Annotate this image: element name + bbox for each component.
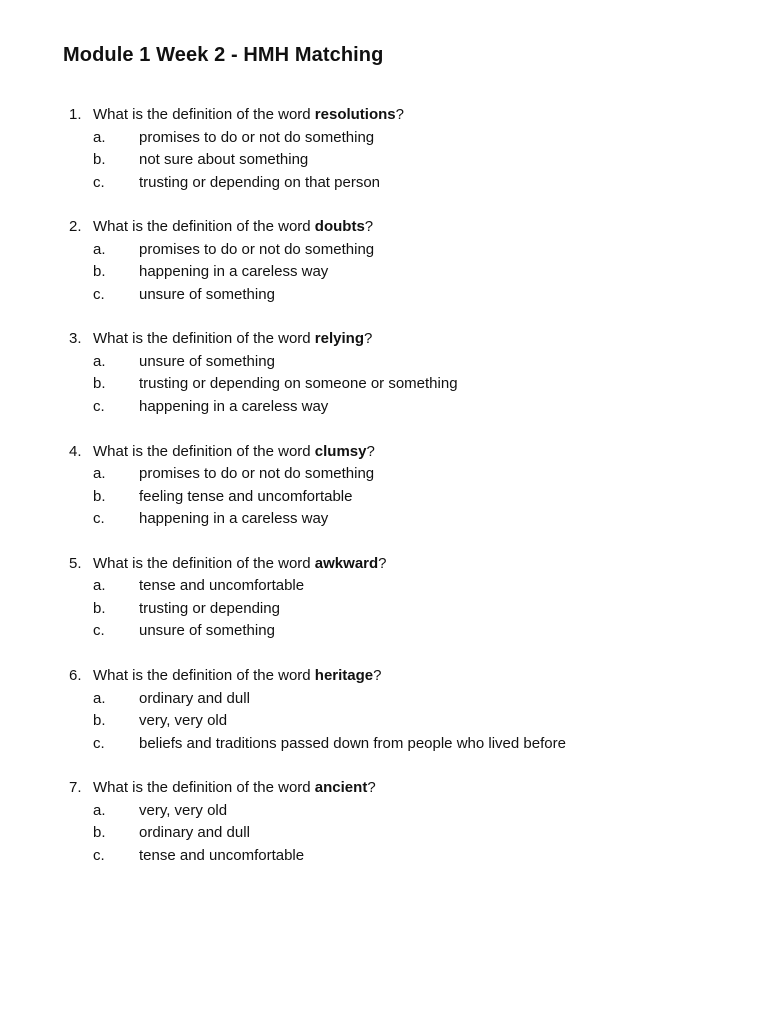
option-text: trusting or depending on someone or something bbox=[139, 375, 458, 392]
option-text: happening in a careless way bbox=[139, 510, 329, 527]
vocabulary-word: relying bbox=[314, 330, 364, 347]
question-number: 4. bbox=[69, 443, 82, 460]
page-title: Module 1 Week 2 - HMH Matching bbox=[63, 44, 384, 66]
option-text: unsure of something bbox=[139, 353, 275, 370]
option-text: feeling tense and uncomfortable bbox=[139, 488, 353, 505]
option-text: trusting or depending on that person bbox=[139, 174, 381, 191]
option-letter: b. bbox=[93, 263, 106, 280]
vocabulary-word: doubts bbox=[314, 218, 365, 235]
question-number: 2. bbox=[69, 218, 82, 235]
vocabulary-word: heritage bbox=[314, 667, 374, 684]
question-suffix: ? bbox=[395, 106, 404, 123]
question-text bbox=[93, 104, 404, 126]
question-suffix: ? bbox=[378, 555, 387, 572]
option-letter: a. bbox=[93, 129, 106, 146]
question-number: 5. bbox=[69, 555, 82, 572]
question-number: 7. bbox=[69, 779, 82, 796]
option-text: tense and uncomfortable bbox=[139, 847, 305, 864]
option-text: happening in a careless way bbox=[139, 398, 329, 415]
option-letter: a. bbox=[93, 690, 106, 707]
option-letter: c. bbox=[93, 735, 105, 752]
option-text: happening in a careless way bbox=[139, 263, 329, 280]
option-text: promises to do or not do something bbox=[139, 241, 375, 258]
option-letter: a. bbox=[93, 465, 106, 482]
question-prefix: What is the definition of the word bbox=[93, 555, 315, 572]
option-letter: a. bbox=[93, 577, 106, 594]
question-text bbox=[93, 328, 372, 350]
question-suffix: ? bbox=[363, 330, 373, 347]
question-suffix: ? bbox=[366, 443, 375, 460]
question-prefix: What is the definition of the word bbox=[93, 667, 315, 684]
question-text bbox=[93, 553, 387, 575]
question-prefix: What is the definition of the word bbox=[93, 443, 315, 460]
option-text: very, very old bbox=[139, 712, 228, 729]
question-text bbox=[93, 777, 376, 799]
option-text: beliefs and traditions passed down from people who lived before bbox=[139, 735, 566, 752]
option-letter: c. bbox=[93, 286, 105, 303]
option-letter: b. bbox=[93, 375, 106, 392]
option-letter: a. bbox=[93, 241, 106, 258]
question-prefix: What is the definition of the word bbox=[93, 779, 315, 796]
question-number: 3. bbox=[69, 330, 82, 347]
question-text bbox=[93, 441, 375, 463]
vocabulary-word: clumsy bbox=[314, 443, 367, 460]
option-letter: b. bbox=[93, 600, 106, 617]
option-text: tense and uncomfortable bbox=[139, 577, 305, 594]
question-prefix: What is the definition of the word bbox=[93, 330, 315, 347]
question-suffix: ? bbox=[364, 218, 374, 235]
option-text: very, very old bbox=[139, 802, 228, 819]
option-text: unsure of something bbox=[139, 286, 275, 303]
question-prefix: What is the definition of the word bbox=[93, 106, 315, 123]
option-letter: b. bbox=[93, 151, 106, 168]
question-suffix: ? bbox=[373, 667, 382, 684]
option-letter: c. bbox=[93, 398, 105, 415]
option-letter: b. bbox=[93, 488, 106, 505]
option-letter: c. bbox=[93, 622, 105, 639]
vocabulary-word: resolutions bbox=[314, 106, 396, 123]
option-text: ordinary and dull bbox=[139, 690, 250, 707]
option-letter: b. bbox=[93, 712, 106, 729]
question-text bbox=[93, 665, 382, 687]
option-text: promises to do or not do something bbox=[139, 465, 375, 482]
option-letter: c. bbox=[93, 510, 105, 527]
option-letter: a. bbox=[93, 353, 106, 370]
option-letter: b. bbox=[93, 824, 106, 841]
question-prefix: What is the definition of the word bbox=[93, 218, 315, 235]
question-number: 1. bbox=[69, 106, 82, 123]
option-text: ordinary and dull bbox=[139, 824, 250, 841]
question-text bbox=[93, 216, 373, 238]
question-number: 6. bbox=[69, 667, 82, 684]
option-text: unsure of something bbox=[139, 622, 275, 639]
option-text: not sure about something bbox=[139, 151, 309, 168]
option-letter: c. bbox=[93, 174, 105, 191]
option-text: promises to do or not do something bbox=[139, 129, 375, 146]
option-letter: a. bbox=[93, 802, 106, 819]
vocabulary-word: awkward bbox=[314, 555, 379, 572]
vocabulary-word: ancient bbox=[314, 779, 368, 796]
option-letter: c. bbox=[93, 847, 105, 864]
option-text: trusting or depending bbox=[139, 600, 280, 617]
question-suffix: ? bbox=[367, 779, 376, 796]
